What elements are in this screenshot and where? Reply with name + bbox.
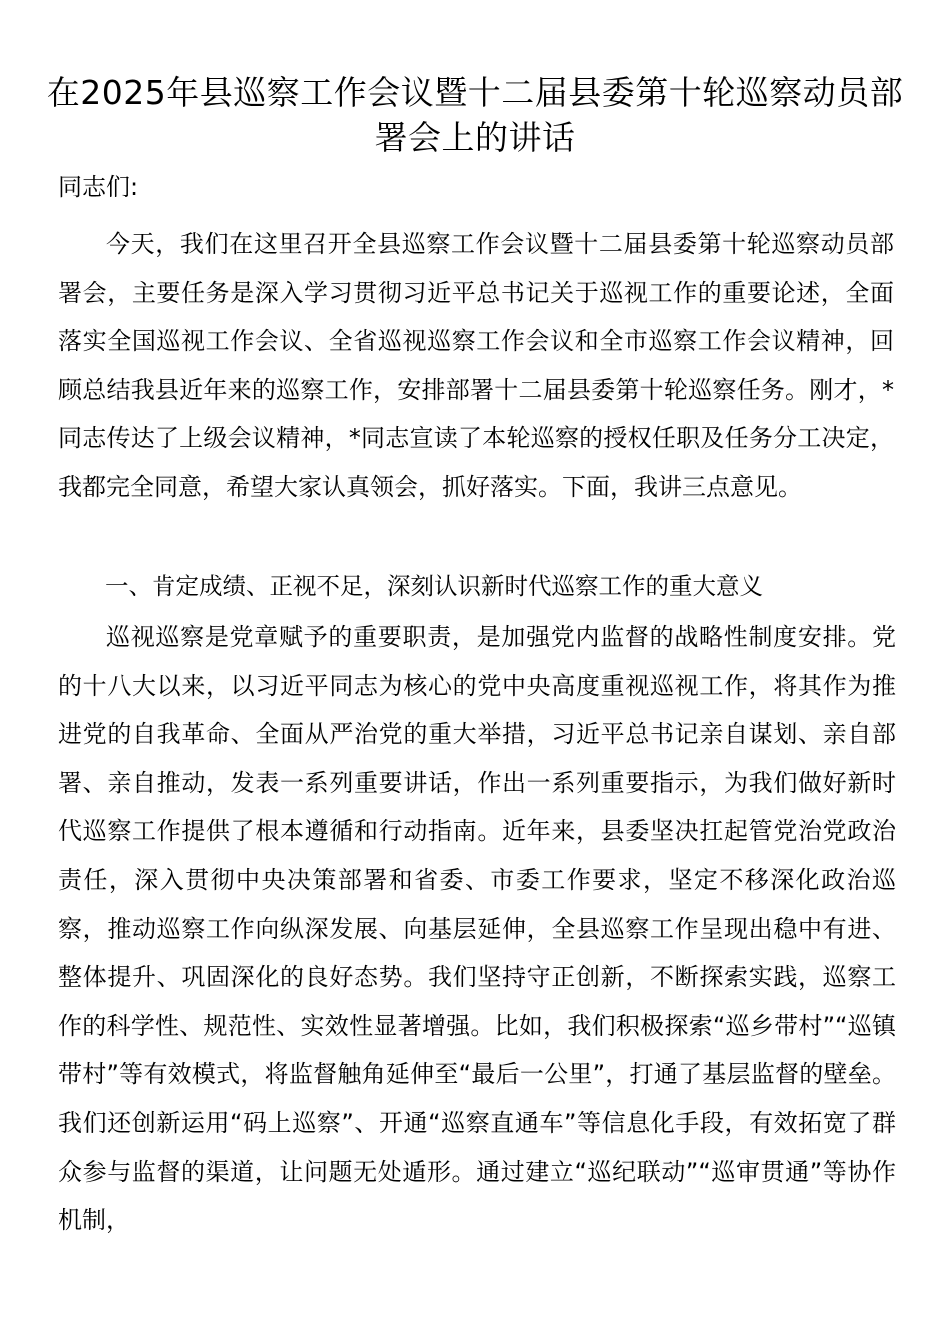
section-heading-one: 一、肯定成绩、正视不足，深刻认识新时代巡察工作的重大意义 [105, 572, 763, 600]
greeting: 同志们: [58, 173, 139, 201]
paragraph-opening: 今天，我们在这里召开全县巡察工作会议暨十二届县委第十轮巡察动员部署会，主要任务是深入学习贯彻习近平总书记关于巡视工作的重要论述，全面落实全国巡视工作会议、全省巡视巡察工作会议和全市巡察工作会议精神，回顾总结我县近年来的巡察工作，安排部署十二届县委第十轮巡察任务。刚才，*同志传达了上级会议精神，*同志宣读了本轮巡察的授权任职及任务分工决定，我都完全同意，希望大家认真领会，抓好落实。下面，我讲三点意见。 [58, 230, 894, 501]
paragraph-section-one: 巡视巡察是党章赋予的重要职责，是加强党内监督的战略性制度安排。党的十八大以来，以习近平同志为核心的党中央高度重视巡视工作，将其作为推进党的自我革命、全面从严治党的重大举措，习近平总书记亲自谋划、亲自部署、亲自推动，发表一系列重要讲话，作出一系列重要指示，为我们做好新时代巡察工作提供了根本遵循和行动指南。近年来，县委坚决扛起管党治党政治责任，深入贯彻中央决策部署和省委、市委工作要求，坚定不移深化政治巡察，推动巡察工作向纵深发展、向基层延伸，全县巡察工作呈现出稳中有进、整体提升、巩固深化的良好态势。我们坚持守正创新，不断探索实践，巡察工作的科学性、规范性、实效性显著增强。比如，我们积极探索“巡乡带村”“巡镇带村”等有效模式，将监督触角延伸至“最后一公里”，打通了基层监督的壁垒。我们还创新运用“码上巡察”、开通“巡察直通车”等信息化手段，有效拓宽了群众参与监督的渠道，让问题无处遁形。通过建立“巡纪联动”“巡审贯通”等协作机制， [58, 623, 896, 1235]
document-title: 在2025年县巡察工作会议暨十二届县委第十轮巡察动员部署会上的讲话 [46, 73, 904, 157]
